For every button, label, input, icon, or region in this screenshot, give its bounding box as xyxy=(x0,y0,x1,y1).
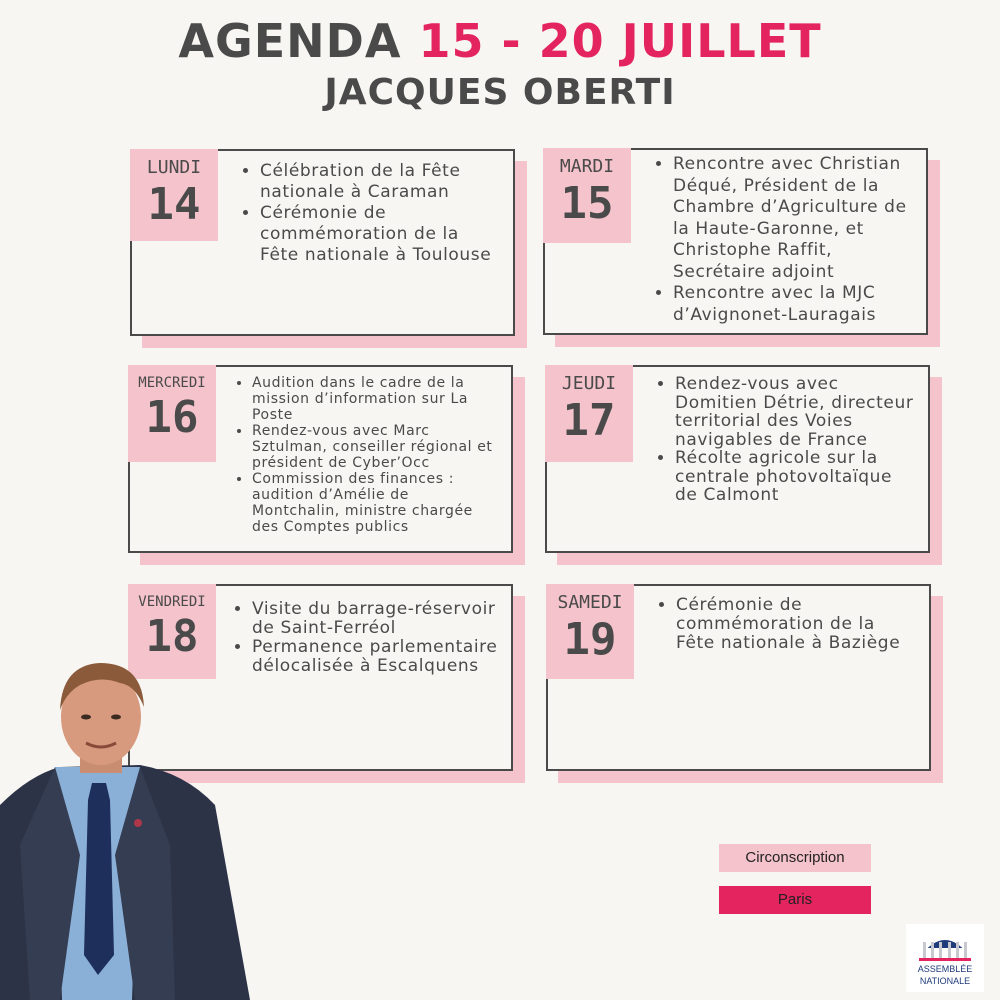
event-item: • Célébration de la Fête nationale à Caraman xyxy=(260,161,503,203)
event-item: • Rendez-vous avec Domitien Détrie, directeur territorial des Voies navigables de France xyxy=(675,375,918,449)
day-number: 17 xyxy=(562,395,616,446)
day-tag xyxy=(543,148,631,243)
day-tag xyxy=(130,149,218,241)
day-tag xyxy=(546,584,634,679)
deputy-name: JACQUES OBERTI xyxy=(324,72,676,113)
day-card-jeudi xyxy=(545,365,930,553)
event-item: • Récolte agricole sur la centrale photovoltaïque de Calmont xyxy=(675,449,918,505)
day-card-lundi xyxy=(130,149,515,336)
event-list xyxy=(238,161,503,266)
day-card-mercredi xyxy=(128,365,513,553)
event-item: • Permanence parlementaire délocalisée à Escalquens xyxy=(252,638,501,676)
day-number: 19 xyxy=(563,614,617,665)
event-item: • Cérémonie de commémoration de la Fête nationale à Toulouse xyxy=(260,203,503,266)
logo-text-1: ASSEMBLÉE xyxy=(917,964,973,974)
event-item: • Commission des finances : audition d’Amélie de Montchalin, ministre chargée des Comptes publics xyxy=(252,471,501,535)
day-number: 14 xyxy=(147,179,201,230)
day-number: 15 xyxy=(560,178,614,229)
event-item: • Rencontre avec Christian Déqué, Président de la Chambre d’Agriculture de la Haute-Garonne, et Christophe Raffit, Secrétaire adjoint xyxy=(673,154,916,283)
event-list xyxy=(653,375,918,505)
day-tag xyxy=(545,365,633,462)
event-list xyxy=(230,600,501,676)
agenda-word: AGENDA xyxy=(178,14,402,68)
logo-text-2: NATIONALE xyxy=(919,976,971,986)
deputy-portrait xyxy=(0,655,250,1000)
day-number: 16 xyxy=(145,392,199,443)
day-number: 18 xyxy=(145,611,199,662)
day-tag xyxy=(128,365,216,462)
event-list xyxy=(654,596,919,653)
event-list xyxy=(230,375,501,535)
day-name: MERCREDI xyxy=(138,375,206,391)
day-name: VENDREDI xyxy=(138,594,206,610)
agenda-dates: 15 - 20 JUILLET xyxy=(418,14,822,68)
event-item: • Rencontre avec la MJC d’Avignonet-Lauragais xyxy=(673,283,916,326)
day-card-mardi xyxy=(543,148,928,335)
day-name: MARDI xyxy=(559,156,615,177)
day-card-samedi xyxy=(546,584,931,771)
event-item: • Audition dans le cadre de la mission d’information sur La Poste xyxy=(252,375,501,423)
day-name: JEUDI xyxy=(561,373,617,394)
event-item: • Visite du barrage-réservoir de Saint-Ferréol xyxy=(252,600,501,638)
day-name: SAMEDI xyxy=(557,592,623,613)
hemicycle-icon xyxy=(915,928,975,962)
event-item: • Rendez-vous avec Marc Sztulman, conseiller régional et président de Cyber’Occ xyxy=(252,423,501,471)
assemblee-nationale-logo xyxy=(906,924,984,992)
event-list xyxy=(651,154,916,326)
circonscription-badge: Circonscription xyxy=(719,844,871,872)
agenda-title xyxy=(0,14,1000,68)
paris-badge: Paris xyxy=(719,886,871,914)
day-name: LUNDI xyxy=(146,157,202,178)
event-item: • Cérémonie de commémoration de la Fête nationale à Baziège xyxy=(676,596,919,653)
